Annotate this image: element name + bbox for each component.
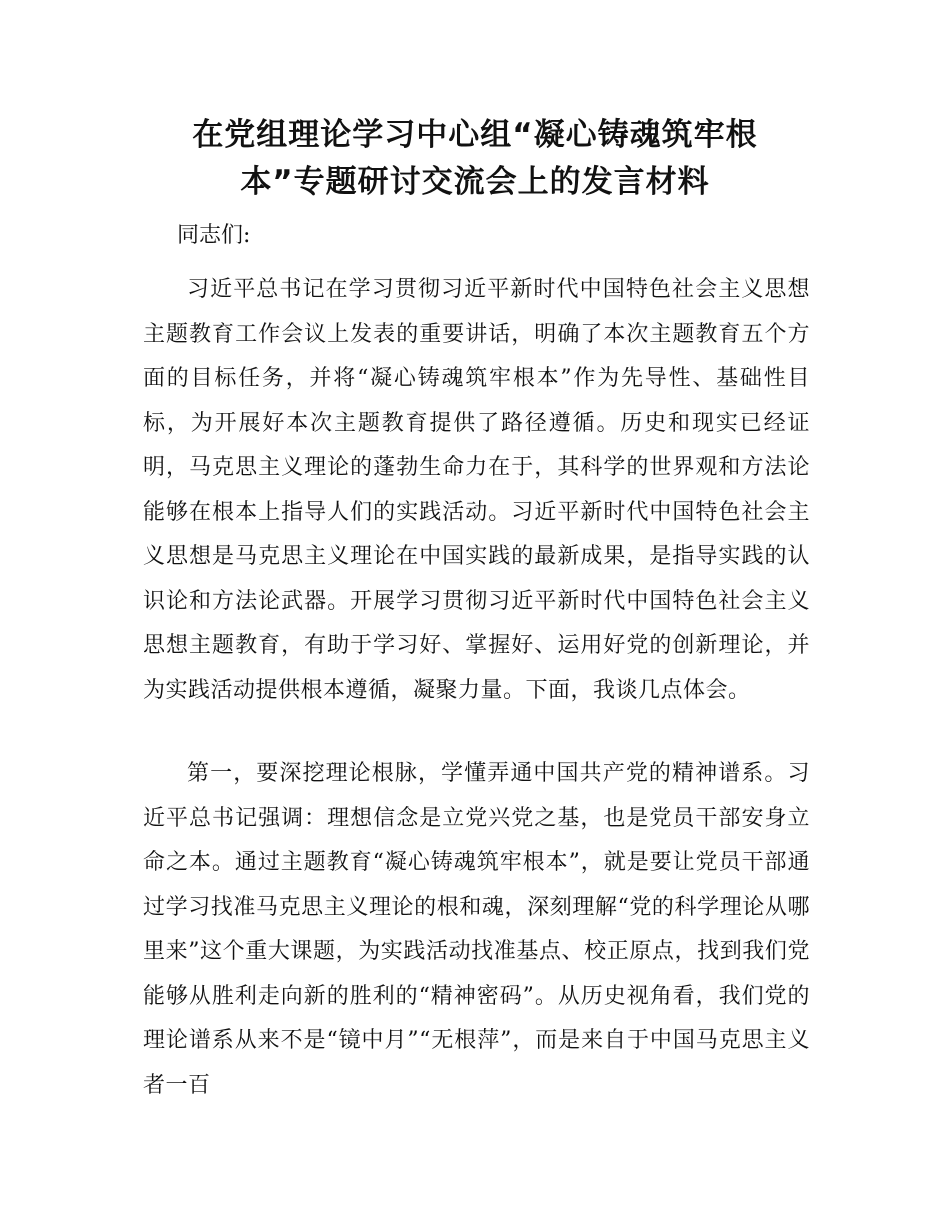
title-line-2: 本”专题研讨交流会上的发言材料 [240,164,710,200]
paragraph-first-point: 第一，要深挖理论根脉，学懂弄通中国共产党的精神谱系。习近平总书记强调：理想信念是立党兴党之基，也是党员干部安身立命之本。通过主题教育“凝心铸魂筑牢根本”，就是要让党员干部通过学习找准马克思主义理论的根和魂，深刻理解“党的科学理论从哪里来”这个重大课题，为实践活动找准基点、校正原点，找到我们党能够从胜利走向新的胜利的“精神密码”。从历史视角看，我们党的理论谱系从来不是“镜中月”“无根萍”，而是来自于中国马克思主义者一百 [143,761,810,1098]
paragraph-intro: 习近平总书记在学习贯彻习近平新时代中国特色社会主义思想主题教育工作会议上发表的重要讲话，明确了本次主题教育五个方面的目标任务，并将“凝心铸魂筑牢根本”作为先导性、基础性目标，为开展好本次主题教育提供了路径遵循。历史和现实已经证明，马克思主义理论的蓬勃生命力在于，其科学的世界观和方法论能够在根本上指导人们的实践活动。习近平新时代中国特色社会主义思想是马克思主义理论在中国实践的最新成果，是指导实践的认识论和方法论武器。开展学习贯彻习近平新时代中国特色社会主义思想主题教育，有助于学习好、掌握好、运用好党的创新理论，并为实践活动提供根本遵循，凝聚力量。下面，我谈几点体会。 [143,277,810,703]
greeting: 同志们: [177,223,251,248]
document-title [140,112,810,206]
title-line-1: 在党组理论学习中心组“凝心铸魂筑牢根 [192,117,758,153]
